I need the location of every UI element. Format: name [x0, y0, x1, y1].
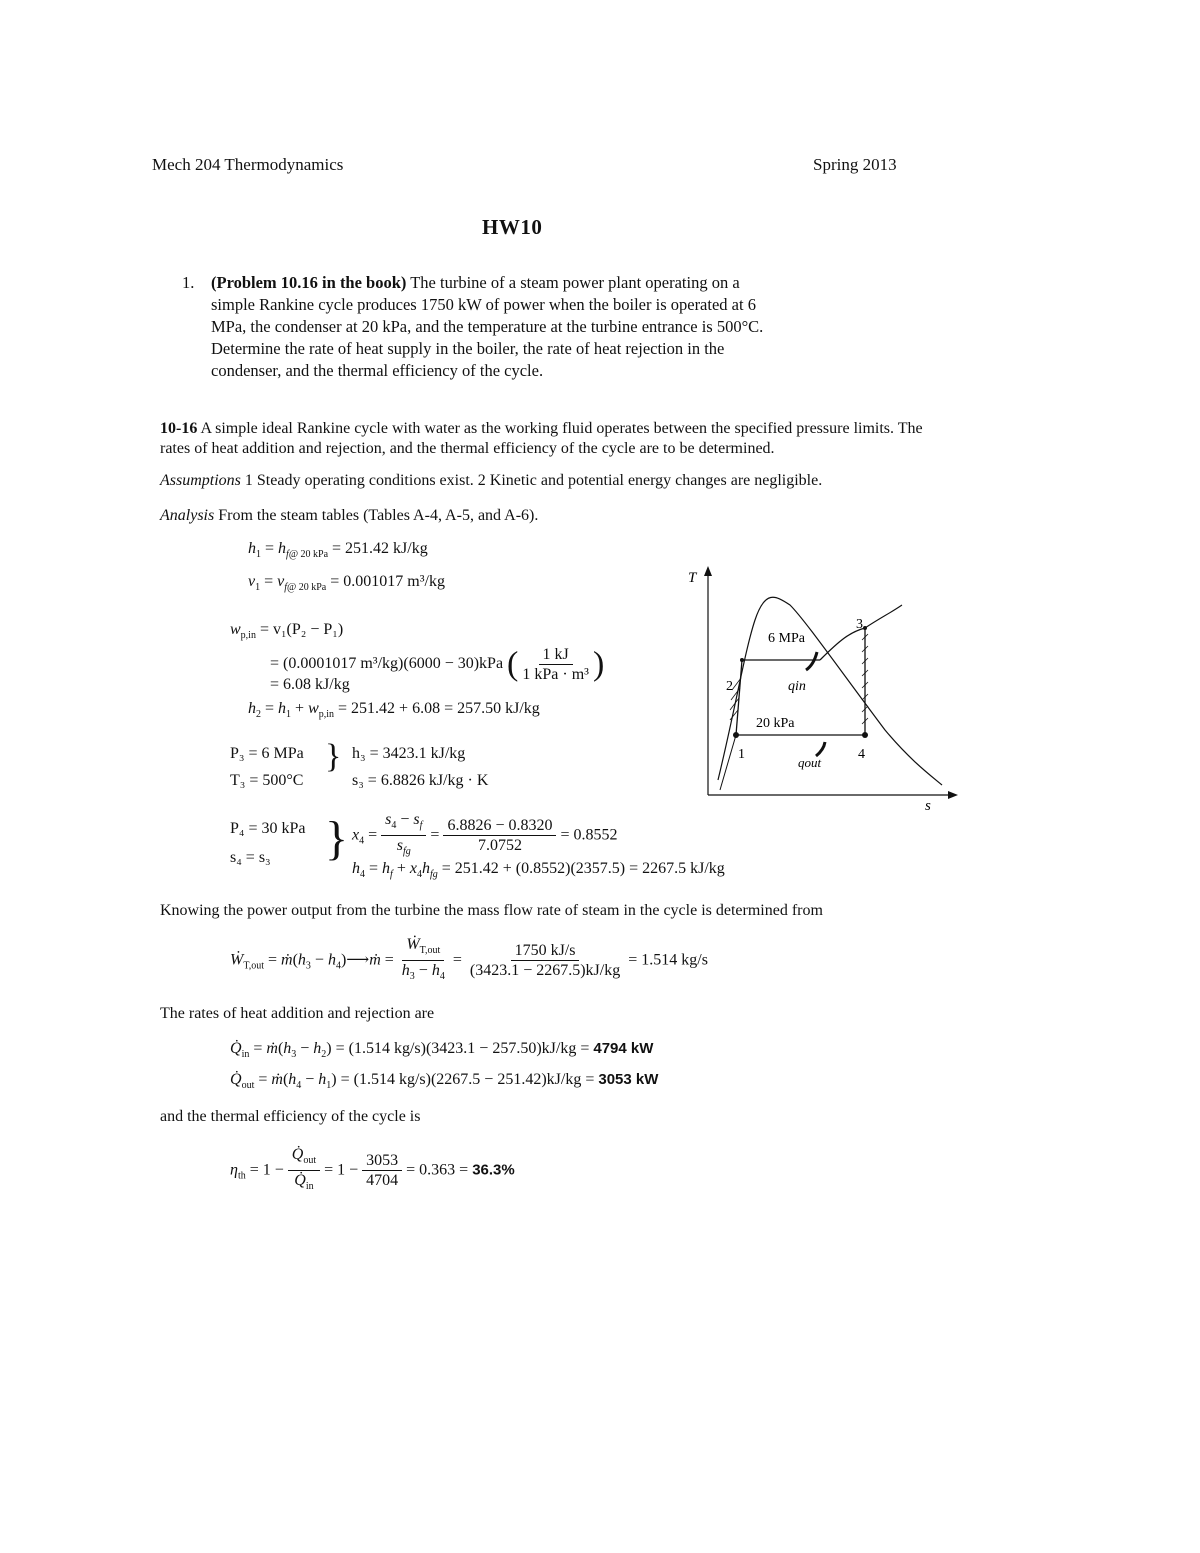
qin-value: 4794 kW — [593, 1040, 654, 1057]
course-title: Mech 204 Thermodynamics — [152, 155, 344, 174]
label-20kpa: 20 kPa — [756, 716, 795, 731]
equation-h1: $h_1 = h_{f@ 20 kPa} = 251.42$ kJ/kg — [248, 540, 428, 561]
efficiency-value: 36.3% — [472, 1161, 515, 1179]
analysis-label: Analysis — [160, 507, 215, 524]
solution-intro-text: A simple ideal Rankine cycle with water as the working fluid operates between the specified pressure limits. The — [197, 420, 923, 437]
state-point-2 — [740, 658, 744, 662]
wp-unit-den: 1 kPa · m³ — [522, 666, 589, 683]
label-qin: qin — [788, 679, 806, 694]
equation-h2: $h_2 = h_1 + w_{p,in} = 251.42 + 6.08 = 257.50$ kJ/kg — [248, 700, 540, 721]
x4-result: = 0.8552 — [560, 826, 618, 844]
saturation-dome — [718, 597, 942, 785]
state4-brace: } — [325, 812, 349, 865]
label-6mpa: 6 MPa — [768, 631, 805, 646]
solution-intro-line-2: rates of heat addition and rejection, and the thermal efficiency of the cycle are to be determined. — [160, 440, 775, 457]
state3-p: P₃ = 6 MPa — [230, 745, 304, 762]
t-axis-arrow — [704, 566, 712, 576]
solution-intro-line-1 — [160, 420, 923, 438]
t-axis-label: T — [688, 570, 697, 586]
state-point-3 — [863, 626, 867, 630]
state-point-4 — [862, 732, 868, 738]
x4-numerator: 6.8826 − 0.8320 — [443, 816, 556, 836]
problem-line-1 — [211, 272, 740, 294]
equation-qout: $Q̇_{out}$ = $ṁ(h_4 - h_1) = (1.514$ kg/s)(2267.5 − 251.42)kJ/kg = 3053 kW — [230, 1071, 659, 1092]
state4-p: P₄ = 30 kPa — [230, 820, 306, 837]
state-point-1 — [733, 732, 739, 738]
eff-denominator: 4704 — [366, 1172, 399, 1190]
qout-arrow — [816, 742, 825, 756]
superheat-line — [820, 628, 865, 660]
problem-line-2: simple Rankine cycle produces 1750 kW of power when the boiler is operated at 6 — [211, 295, 756, 314]
x4-denominator: 7.0752 — [477, 837, 522, 855]
knowing-text: Knowing the power output from the turbine the mass flow rate of steam in the cycle is determined from — [160, 902, 823, 919]
equation-efficiency: $\eta_{th} = 1$ − $\frac{Q̇_{out}}{Q̇_{in}}$ = 1 − $\frac{3053}{4704}$ = 0.363 = 36.3% — [230, 1146, 515, 1193]
assumptions-label: Assumptions — [160, 472, 241, 489]
solution-id: 10-16 — [160, 420, 198, 437]
page-title: HW10 — [482, 215, 543, 239]
state3-brace: } — [325, 738, 342, 775]
problem-line-1-text: The turbine of a steam power plant operating on a — [406, 273, 740, 292]
equation-x4: $x_4$ = $\frac{s_4 - s_f}{s_{fg}}$ = $\frac{6.8826 - 0.8320}{7.0752}$ = 0.8552 — [352, 811, 618, 858]
s-axis-label: s — [925, 798, 931, 814]
problem-line-3: MPa, the condenser at 20 kPa, and the temperature at the turbine entrance is 500°C. — [211, 317, 764, 336]
point-1-label: 1 — [738, 747, 745, 762]
label-qout: qout — [798, 755, 822, 770]
mdot-numerator: 1750 kJ/s — [511, 941, 580, 961]
equation-wp-2: = (0.0001017 m³/kg)(6000 − 30)kPa ( $\frac{1 kJ}{\text{1 kPa · m³}}$ ) — [270, 645, 605, 683]
state3-t: T₃ = 500°C — [230, 772, 304, 789]
point-4-label: 4 — [858, 747, 865, 762]
s-axis-arrow — [948, 791, 958, 799]
problem-line-5: condenser, and the thermal efficiency of the cycle. — [211, 361, 544, 380]
problem-reference: (Problem 10.16 in the book) — [211, 273, 407, 292]
qin-arrow — [806, 652, 817, 670]
equation-wp-3: = 6.08 kJ/kg — [270, 676, 350, 693]
state4-s: s₄ = s₃ — [230, 849, 271, 866]
mdot-denominator: (3423.1 − 2267.5)kJ/kg — [469, 962, 621, 980]
assumptions — [160, 472, 822, 490]
efficiency-text: and the thermal efficiency of the cycle is — [160, 1108, 421, 1125]
qout-value: 3053 kW — [598, 1071, 659, 1088]
point-2-label: 2 — [726, 679, 733, 694]
point-3-label: 3 — [856, 617, 863, 632]
mdot-result: = 1.514 kg/s — [628, 951, 708, 969]
term-label: Spring 2013 — [813, 155, 897, 174]
rates-text: The rates of heat addition and rejection are — [160, 1005, 435, 1022]
equation-wp-1: $w_{p,in} = v_1(P_2 - P_1)$ — [230, 621, 344, 642]
analysis-text: From the steam tables (Tables A-4, A-5, and A-6). — [214, 507, 539, 524]
ts-diagram — [680, 560, 960, 820]
problem-number: 1. — [182, 273, 195, 292]
state3-h: h₃ = 3423.1 kJ/kg — [352, 745, 466, 762]
equation-h4: $h_4 = h_f + x_4h_{fg} = 251.42 + (0.8552)(2357.5) = 2267.5$ kJ/kg — [352, 860, 725, 881]
equation-mdot: Ẇ$_{T,out}$ = $ṁ(h_3$ − $h_4)⟶ṁ$ = $\frac{Ẇ_{T,out}}{h_3 - h_4}$ = $\frac{1750 kJ/s}{(3423.1 - 2267.5)kJ/kg}$ = 1.514 kg/s — [230, 936, 708, 983]
state3-s: s₃ = 6.8826 kJ/kg · K — [352, 772, 489, 789]
wp-unit-num: 1 kJ — [539, 645, 573, 665]
analysis — [160, 507, 538, 525]
eff-numerator: 3053 — [362, 1151, 402, 1171]
isobar-ext — [865, 605, 902, 628]
equation-v1: $v_1 = v_{f@ 20 kPa} = 0.001017$ m³/kg — [248, 573, 445, 594]
assumptions-text: 1 Steady operating conditions exist. 2 Kinetic and potential energy changes are negligible. — [240, 472, 823, 489]
equation-qin: $Q̇_{in}$ = $ṁ(h_3 - h_2) = (1.514$ kg/s)(3423.1 − 257.50)kJ/kg = 4794 kW — [230, 1040, 654, 1061]
problem-line-4: Determine the rate of heat supply in the boiler, the rate of heat rejection in the — [211, 339, 725, 358]
